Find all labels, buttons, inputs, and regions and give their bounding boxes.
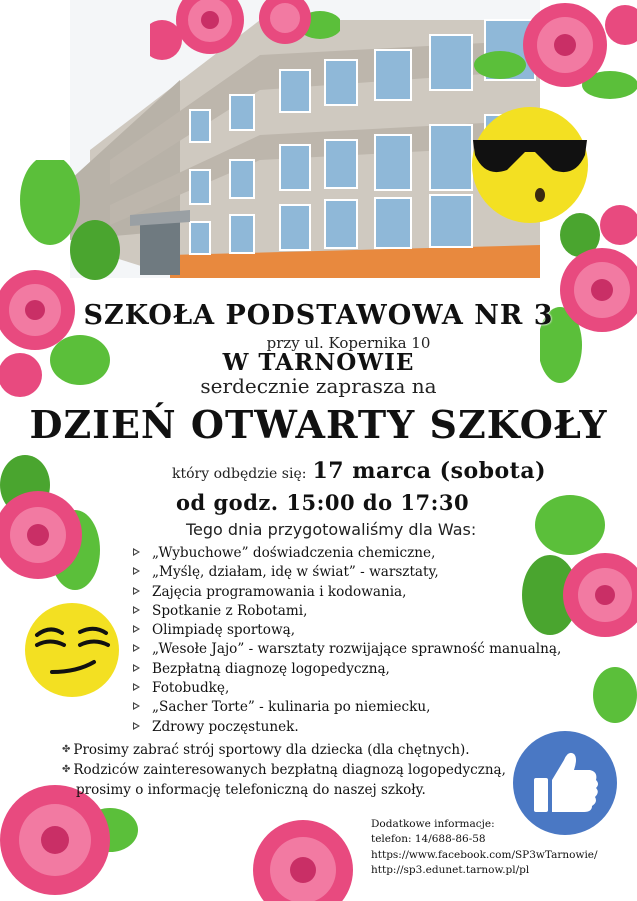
triangle-bullet-icon	[133, 664, 140, 672]
triangle-bullet-icon	[133, 567, 140, 575]
note-speech-therapy-cont: prosimy o informację telefoniczną do naszej szkoły.	[76, 782, 426, 798]
list-item: Olimpiadę sportową,	[133, 621, 583, 640]
pink-flower-icon	[150, 0, 340, 70]
clover-bullet-icon: ✤	[62, 764, 71, 775]
pink-flower-icon	[228, 815, 368, 901]
event-date	[172, 458, 592, 484]
invite-text: serdecznie zaprasza na	[200, 374, 437, 398]
triangle-bullet-icon	[133, 625, 140, 633]
triangle-bullet-icon	[133, 683, 140, 691]
contact-title: Dodatkowe informacje:	[371, 818, 495, 830]
school-city: W TARNOWIE	[222, 349, 415, 376]
date-lead: który odbędzie się:	[172, 466, 307, 482]
contact-website-link[interactable]: http://sp3.edunet.tarnow.pl/pl	[371, 863, 530, 876]
event-hours: od godz. 15:00 do 17:30	[176, 490, 470, 515]
triangle-bullet-icon	[133, 722, 140, 730]
triangle-bullet-icon	[133, 587, 140, 595]
program-intro: Tego dnia przygotowaliśmy dla Was:	[186, 520, 477, 539]
sunglasses-emoji-icon	[465, 100, 595, 225]
note-sportswear: ✤ Prosimy zabrać strój sportowy dla dziecka (dla chętnych).	[62, 742, 470, 758]
pink-flower-icon	[470, 0, 637, 110]
list-item: Zajęcia programowania i kodowania,	[133, 583, 583, 602]
school-name: SZKOŁA PODSTAWOWA NR 3	[83, 300, 554, 331]
note-speech-therapy: ✤ Rodziców zainteresowanych bezpłatną diagnozą logopedyczną,	[62, 762, 506, 778]
contact-phone: telefon: 14/688-86-58	[371, 833, 486, 846]
triangle-bullet-icon	[133, 606, 140, 614]
list-item: „Wesołe Jajo” - warsztaty rozwijające sprawność manualną,	[133, 640, 583, 659]
list-item: Zdrowy poczęstunek.	[133, 718, 583, 737]
clover-bullet-icon: ✤	[62, 744, 71, 755]
contact-facebook-link[interactable]: https://www.facebook.com/SP3wTarnowie/	[371, 848, 598, 861]
list-item: Bezpłatną diagnozę logopedyczną,	[133, 660, 583, 679]
list-item: Spotkanie z Robotami,	[133, 602, 583, 621]
list-item: „Myślę, działam, idę w świat” - warsztaty,	[133, 563, 583, 582]
school-address: przy ul. Kopernika 10	[266, 334, 431, 352]
list-item: „Sacher Torte” - kulinaria po niemiecku,	[133, 698, 583, 717]
triangle-bullet-icon	[133, 702, 140, 710]
contact-info	[371, 817, 636, 878]
triangle-bullet-icon	[133, 548, 140, 556]
triangle-bullet-icon	[133, 644, 140, 652]
event-title: DZIEŃ OTWARTY SZKOŁY	[29, 402, 608, 447]
list-item: Fotobudkę,	[133, 679, 583, 698]
list-item: „Wybuchowe” doświadczenia chemiczne,	[133, 544, 583, 563]
date-day: 17 marca (sobota)	[312, 458, 547, 484]
smirk-emoji-icon	[22, 600, 122, 700]
notes	[62, 740, 532, 800]
activity-list	[133, 544, 583, 737]
